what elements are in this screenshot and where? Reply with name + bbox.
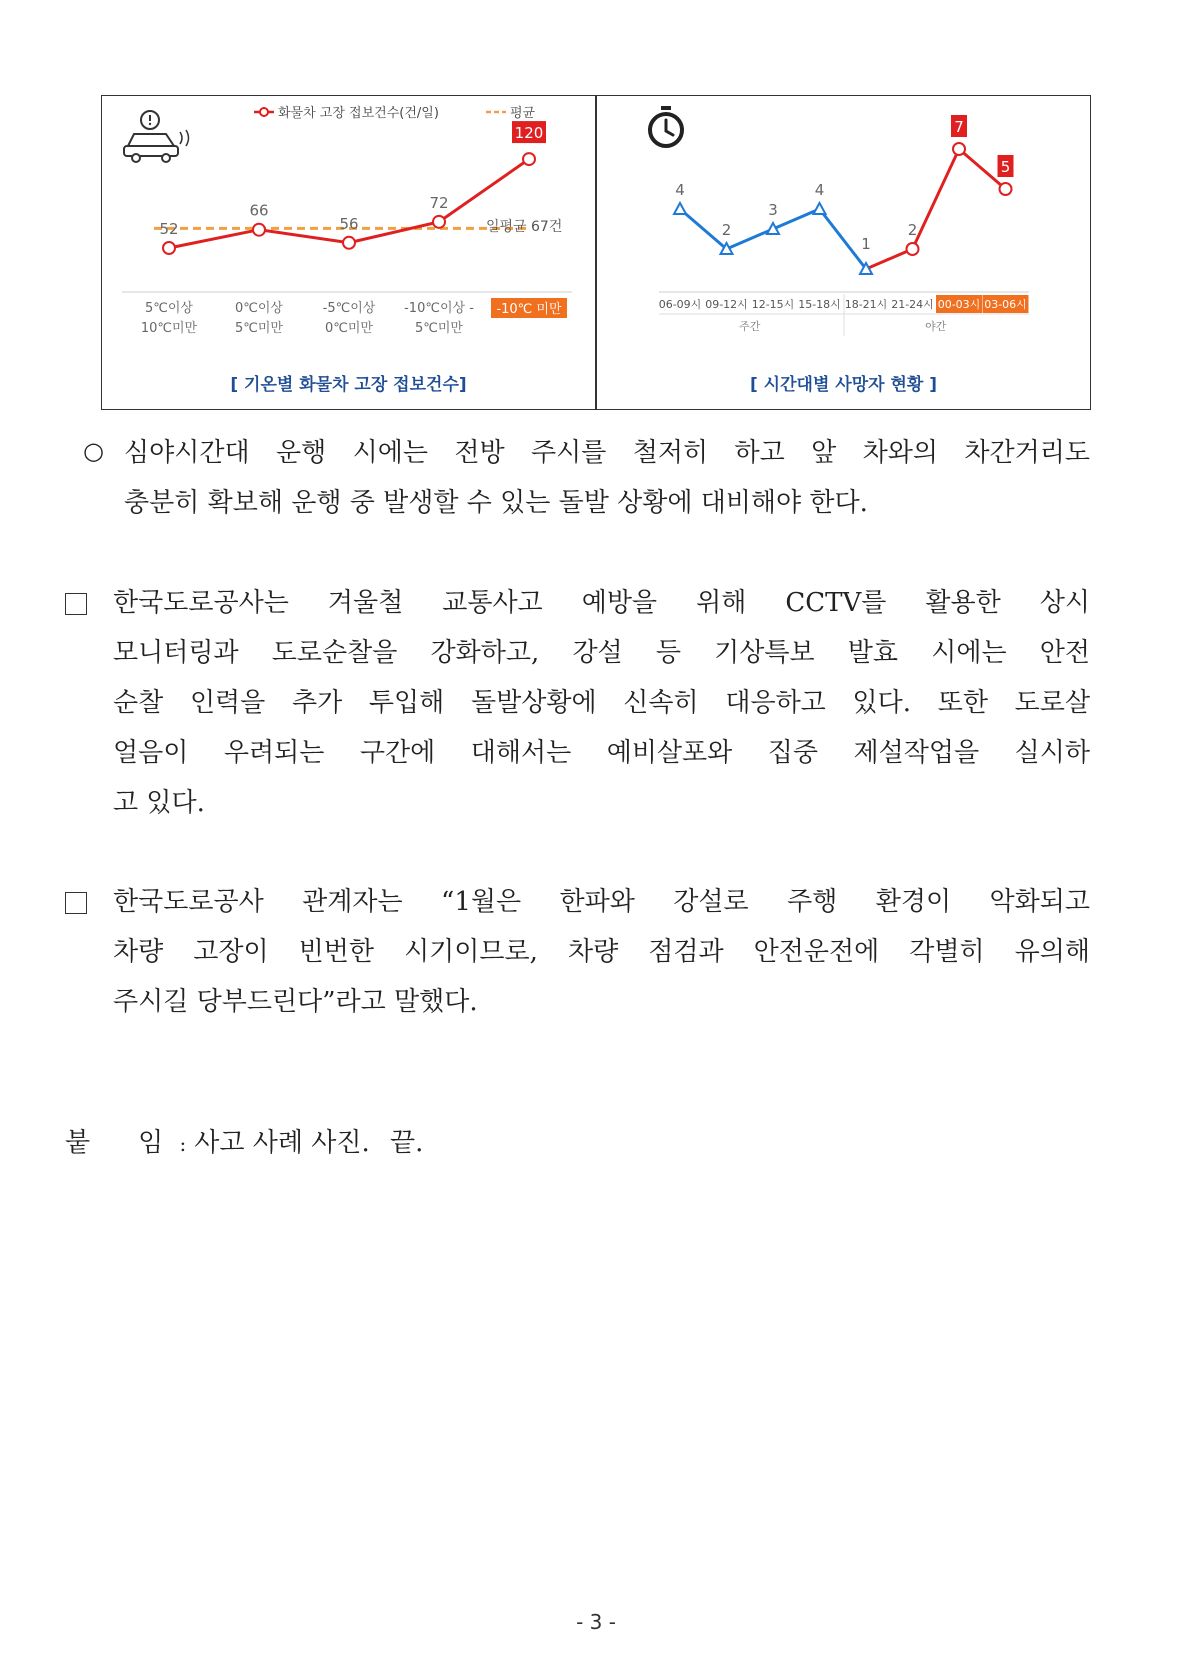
- night-series-line: [866, 149, 1006, 269]
- data-label: 72: [429, 193, 449, 212]
- data-label: 1: [861, 235, 871, 253]
- checkbox-icon: [65, 892, 87, 914]
- data-label: 2: [907, 221, 918, 239]
- temperature-chart-panel: [102, 96, 595, 409]
- para2-line-1: 한국도로공사 관계자는 “1월은 한파와 강설로 주행 환경이 악화되고: [113, 887, 1090, 917]
- category-label: 0℃이상: [235, 301, 283, 316]
- category-label: 5℃미만: [415, 321, 463, 336]
- group-label: 주간: [739, 320, 761, 333]
- night-data-point: [1000, 183, 1012, 195]
- para1-line-1: 한국도로공사는 겨울철 교통사고 예방을 위해 CCTV를 활용한 상시: [113, 588, 1090, 618]
- category-label: 03-06시: [984, 298, 1027, 311]
- data-label: 52: [159, 220, 179, 238]
- category-label: 5℃이상: [145, 301, 193, 316]
- category-label: 5℃미만: [235, 321, 283, 336]
- time-chart: [597, 96, 1090, 411]
- para1-line-2: 모니터링과 도로순찰을 강화하고, 강설 등 기상특보 발효 시에는 안전: [113, 638, 1090, 668]
- data-label: 66: [249, 201, 269, 220]
- data-label: 3: [768, 201, 778, 219]
- category-label: 09-12시: [705, 298, 748, 311]
- day-data-point: [674, 203, 686, 214]
- paragraph-2: [113, 877, 1090, 1027]
- para2-line-2: 차량 고장이 빈번한 시기이므로, 차량 점검과 안전운전에 각별히 유의해: [113, 937, 1090, 967]
- data-label: 4: [675, 181, 685, 199]
- category-label: 21-24시: [891, 298, 934, 311]
- legend-average-label: 평균: [510, 106, 536, 121]
- figure-box: [101, 95, 1091, 410]
- checkbox-icon: [65, 593, 87, 615]
- time-chart-panel: [597, 96, 1090, 409]
- data-point: [343, 237, 355, 249]
- stopwatch-icon: [650, 106, 682, 146]
- attachment-separator: :: [179, 1132, 187, 1156]
- broken-car-icon: [124, 111, 189, 162]
- group-label: 야간: [925, 320, 947, 333]
- category-label: 0℃미만: [325, 321, 373, 336]
- category-label: 18-21시: [844, 298, 888, 311]
- night-data-point: [953, 143, 965, 155]
- attachment-line: [65, 1118, 765, 1169]
- bullet-marker: ○: [83, 437, 104, 465]
- data-label: 2: [721, 221, 732, 239]
- para2-line-3: 주시길 당부드린다”라고 말했다.: [113, 987, 478, 1017]
- data-point: [433, 216, 445, 228]
- category-label: -5℃이상: [322, 301, 376, 316]
- bullet-line-2: 충분히 확보해 운행 중 발생할 수 있는 돌발 상황에 대비해야 한다.: [124, 488, 868, 518]
- data-label: 56: [339, 214, 359, 233]
- category-label: 00-03시: [937, 298, 981, 311]
- attachment-label-2: 임: [138, 1128, 164, 1158]
- time-chart-caption: [ 시간대별 사망자 현황 ]: [749, 375, 937, 395]
- data-label: 5: [1000, 158, 1011, 176]
- category-label: -10℃ 미만: [496, 302, 562, 317]
- bullet-line-1: 심야시간대 운행 시에는 전방 주시를 철저히 하고 앞 차와의 차간거리도: [124, 438, 1090, 468]
- temperature-chart: [102, 96, 595, 411]
- paragraph-1: [113, 578, 1090, 828]
- para1-line-3: 순찰 인력을 추가 투입해 돌발상황에 신속히 대응하고 있다. 또한 도로살: [113, 688, 1090, 718]
- category-label: 10℃미만: [140, 321, 198, 336]
- category-label: 12-15시: [751, 298, 795, 311]
- data-label: 120: [514, 124, 544, 143]
- para1-line-5: 고 있다.: [113, 788, 205, 818]
- day-data-point: [814, 203, 826, 214]
- category-label: 06-09시: [658, 298, 702, 311]
- page-number: - 3 -: [576, 1610, 616, 1634]
- average-label: 일평균 67건: [486, 219, 563, 235]
- data-point: [523, 153, 535, 165]
- attachment-text: 사고 사례 사진.: [194, 1128, 370, 1158]
- legend-marker-swatch: [260, 108, 268, 116]
- attachment-end: 끝.: [390, 1128, 424, 1158]
- attachment-label-1: 붙: [65, 1128, 91, 1158]
- data-point: [163, 242, 175, 254]
- series-line: [169, 159, 529, 248]
- para1-line-4: 얼음이 우려되는 구간에 대해서는 예비살포와 집중 제설작업을 실시하: [113, 738, 1090, 768]
- bullet-paragraph: [124, 428, 1090, 528]
- data-label: 4: [814, 181, 825, 199]
- category-label: 15-18시: [798, 298, 841, 311]
- category-label: -10℃이상 -: [404, 301, 474, 316]
- night-data-point: [907, 243, 919, 255]
- data-point: [253, 224, 265, 236]
- legend-series-label: 화물차 고장 접보건수(건/일): [278, 106, 439, 121]
- temperature-chart-caption: [ 기온별 화물차 고장 접보건수]: [230, 375, 467, 395]
- data-label: 7: [954, 118, 964, 136]
